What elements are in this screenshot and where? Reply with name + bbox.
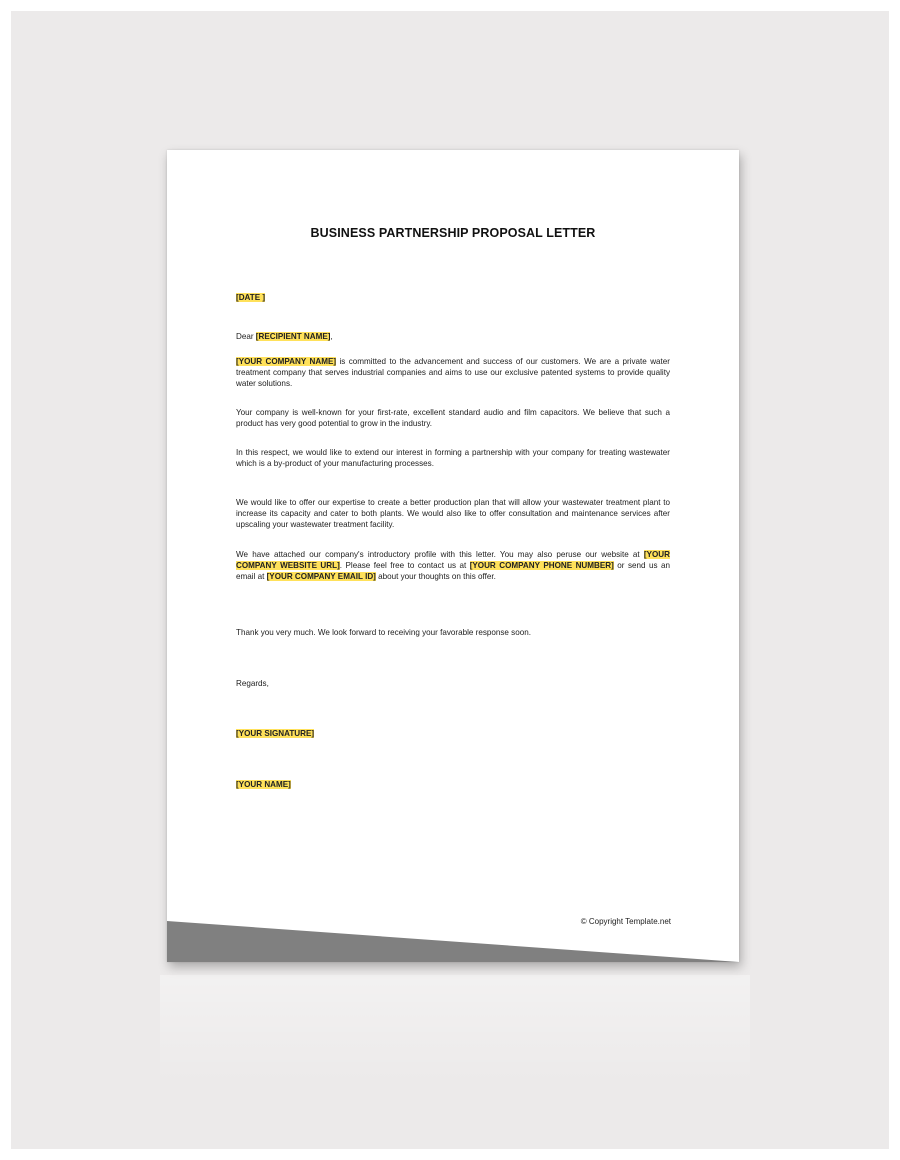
paragraph-5-text-b: . Please feel free to contact us at [339,561,470,570]
website-placeholder: [YOUR COMPANY WEBSITE URL] [236,550,670,570]
paragraph-5-text-d: about your thoughts on this offer. [375,572,496,581]
copyright-notice: © Copyright Template.net [580,917,671,926]
paragraph-5-text-a: We have attached our company's introductory profile with this letter. You may also peruse our website at [236,550,644,559]
footer-band [167,921,739,962]
date-line [236,292,670,303]
paragraph-4: We would like to offer our expertise to create a better production plan that will allow your wastewater treatment plant to increase its capacity and cater to both plants. We would also like to offer consultation and maintenance services after upscaling your wastewater treatment facility. [236,498,670,529]
company-name-placeholder: [YOUR COMPANY NAME] [236,357,337,366]
page-reflection [160,975,750,1085]
email-placeholder: [YOUR COMPANY EMAIL ID] [266,572,376,581]
signature-line [236,728,670,739]
paragraph-1 [236,356,670,389]
recipient-placeholder: [RECIPIENT NAME] [255,332,331,341]
date-placeholder: [DATE ] [236,293,266,302]
paragraph-2: Your company is well-known for your first-rate, excellent standard audio and film capacitors. We believe that such a product has very good potential to grow in the industry. [236,408,670,428]
paragraph-5 [236,549,670,582]
signature-placeholder: [YOUR SIGNATURE] [236,729,315,738]
paragraph-3: In this respect, we would like to extend our interest in forming a partnership with your company for treating wastewater which is a by-product of your manufacturing processes. [236,448,670,468]
closing: Regards, [236,679,269,688]
paragraph-5-text-c: or send us an email at [236,561,670,581]
document-title: BUSINESS PARTNERSHIP PROPOSAL LETTER [310,226,596,240]
name-line [236,779,670,790]
letter-page [167,150,739,962]
paragraph-6: Thank you very much. We look forward to receiving your favorable response soon. [236,628,531,637]
salutation [236,331,670,342]
phone-placeholder: [YOUR COMPANY PHONE NUMBER] [469,561,614,570]
paragraph-1-text: is committed to the advancement and success of our customers. We are a private water treatment company that serves industrial companies and aims to use our exclusive patented systems to provide quality water solutions. [236,357,670,388]
salutation-prefix: Dear [236,332,256,341]
name-placeholder: [YOUR NAME] [236,780,291,789]
salutation-suffix: , [330,332,333,341]
